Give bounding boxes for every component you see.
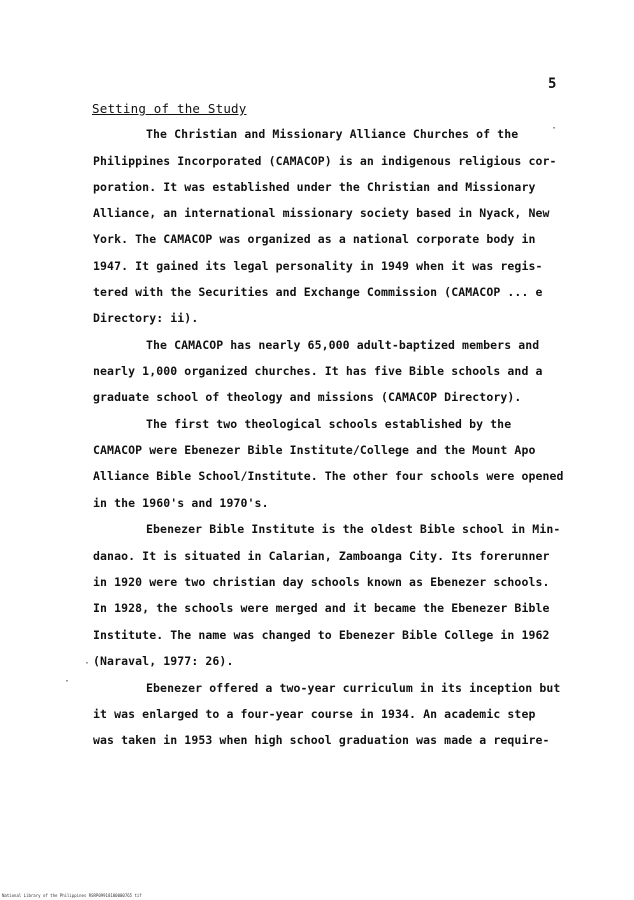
text-line: The Christian and Missionary Alliance Churches of the (146, 127, 519, 141)
text-line: tered with the Securities and Exchange Commission (CAMACOP ... e (93, 285, 543, 299)
section-heading: Setting of the Study (92, 101, 247, 116)
text-line: Directory: ii). (93, 311, 199, 325)
text-line: was taken in 1953 when high school graduation was made a require- (93, 733, 550, 747)
text-line: in 1920 were two christian day schools known as Ebenezer schools. (93, 575, 550, 589)
text-line: it was enlarged to a four-year course in 1934. An academic step (93, 707, 536, 721)
text-line: Institute. The name was changed to Ebenezer Bible College in 1962 (93, 628, 550, 642)
text-line: Philippines Incorporated (CAMACOP) is an indigenous religious cor- (93, 154, 557, 168)
scan-speck: · (551, 123, 558, 134)
text-line: CAMACOP were Ebenezer Bible Institute/College and the Mount Apo (93, 443, 536, 457)
text-line: nearly 1,000 organized churches. It has five Bible schools and a (93, 364, 543, 378)
text-line: in the 1960's and 1970's. (93, 496, 269, 510)
text-line: Ebenezer Bible Institute is the oldest Bible school in Min- (146, 522, 561, 536)
page-number: 5 (548, 76, 557, 92)
text-line: 1947. It gained its legal personality in 1949 when it was regis- (93, 259, 543, 273)
text-line: Alliance, an international missionary society based in Nyack, New (93, 206, 550, 220)
text-line: York. The CAMACOP was organized as a national corporate body in (93, 232, 536, 246)
text-line: The CAMACOP has nearly 65,000 adult-baptized members and (146, 338, 540, 352)
text-line: In 1928, the schools were merged and it became the Ebenezer Bible (93, 601, 550, 615)
text-line: danao. It is situated in Calarian, Zamboanga City. Its forerunner (93, 549, 550, 563)
scan-footer: National Library of the Philippines RSRP09918100000765 tif (2, 893, 142, 898)
text-line: (Naraval, 1977: 26). (93, 654, 234, 668)
scan-speck: · (64, 676, 71, 687)
scan-speck: · (84, 658, 91, 669)
text-line: graduate school of theology and missions (CAMACOP Directory). (93, 390, 522, 404)
text-line: Ebenezer offered a two-year curriculum in its inception but (146, 681, 561, 695)
text-line: poration. It was established under the Christian and Missionary (93, 180, 536, 194)
text-line: The first two theological schools established by the (146, 417, 512, 431)
text-line: Alliance Bible School/Institute. The other four schools were opened (93, 469, 564, 483)
